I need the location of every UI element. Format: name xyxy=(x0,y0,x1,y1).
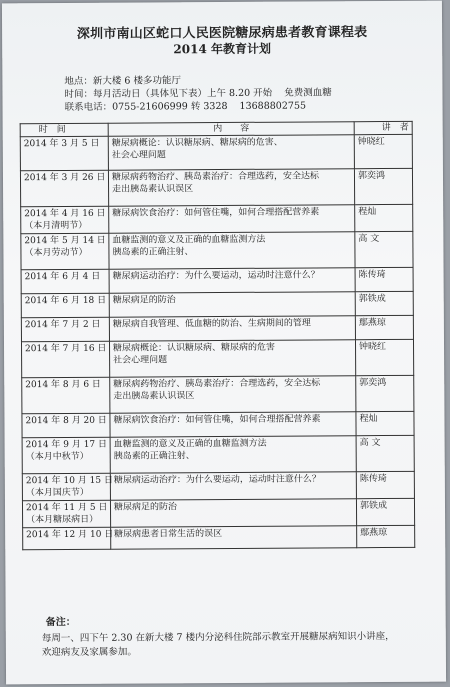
row-speaker: 程灿 xyxy=(355,204,413,231)
row-date xyxy=(22,473,113,501)
row-content xyxy=(109,340,355,378)
date-text: 2014 年 7 月 2 日 xyxy=(24,319,101,331)
schedule-body xyxy=(20,134,415,549)
contact-mobile: 13688802755 xyxy=(239,100,307,112)
content-line: 社会心理问题 xyxy=(111,150,166,161)
content-line: 糖尿病足的防治 xyxy=(112,295,176,306)
table-row xyxy=(20,168,412,206)
holiday-note: （本月清明节） xyxy=(24,220,88,232)
row-content xyxy=(109,292,355,318)
table-row xyxy=(22,411,414,437)
row-content xyxy=(111,526,357,550)
row-date xyxy=(21,341,109,378)
content-line: 糖尿病药物治疗、胰岛素治疗：合理选药，安全达标 xyxy=(113,378,321,390)
row-content xyxy=(108,169,354,207)
row-speaker: 郭奕鸿 xyxy=(356,375,414,411)
notes-heading: 备注： xyxy=(45,616,76,629)
row-date xyxy=(22,500,110,528)
document-subtitle: 2014 年教育计划 xyxy=(173,41,272,57)
date-text: 2014 年 9 月 17 日 xyxy=(25,439,108,451)
content-line: 糖尿病运动治疗：为什么要运动，运动时注意什么？ xyxy=(112,270,320,282)
document-sheet xyxy=(2,1,446,685)
content-line: 糖尿病概论：认识糖尿病、糖尿病的危害 xyxy=(113,342,276,354)
table-row xyxy=(22,498,414,527)
content-line: 糖尿病运动治疗：为什么要运动，运动时注意什么？ xyxy=(113,474,321,486)
row-content xyxy=(110,436,356,474)
content-line: 糖尿病饮食治疗：如何管住嘴，如何合理搭配营养素 xyxy=(113,414,321,426)
table-row xyxy=(21,231,413,269)
holiday-note: （本月糖尿病日） xyxy=(26,514,99,526)
table-row xyxy=(21,267,413,293)
row-speaker: 郭奕鸿 xyxy=(354,168,412,204)
contact-line xyxy=(65,97,307,112)
content-line: 走出胰岛素认识误区 xyxy=(112,184,194,195)
notes-body xyxy=(42,630,442,660)
table-row xyxy=(21,315,413,341)
content-line: 糖尿病药物治疗、胰岛素治疗：合理选药，安全达标 xyxy=(111,171,320,183)
row-date xyxy=(22,413,110,438)
row-speaker: 程灿 xyxy=(356,411,414,435)
row-date xyxy=(20,170,108,207)
table-row xyxy=(23,525,415,549)
table-row xyxy=(21,291,413,317)
free-test-text: 免费测血糖 xyxy=(284,87,332,99)
holiday-note: （本月劳动节） xyxy=(24,247,88,259)
row-date xyxy=(21,293,109,318)
row-speaker: 陈传琦 xyxy=(355,267,413,291)
row-content xyxy=(110,472,356,501)
row-date xyxy=(22,437,110,474)
content-line: 糖尿病饮食治疗：如何管住嘴，如何合理搭配营养素 xyxy=(112,207,320,219)
content-line: 糖尿病患者日常生活的误区 xyxy=(114,529,223,540)
row-speaker: 鄢燕琼 xyxy=(357,525,415,547)
date-text: 2014 年 10 月 15 日 xyxy=(25,475,113,487)
row-speaker: 高 文 xyxy=(356,435,414,471)
notes-line-1: 每周一、四下午 2.30 在新大楼 7 楼内分泌科住院部示教室开展糖尿病知识小讲座， xyxy=(41,630,395,645)
date-text: 2014 年 6 月 18 日 xyxy=(24,295,107,307)
location-text: 地点：新大楼 6 楼多功能厅 xyxy=(64,75,182,87)
content-line: 血糖监测的意义及正确的血糖监测方法 xyxy=(112,234,266,246)
document-title: 深圳市南山区蛇口人民医院糖尿病患者教育课程表 xyxy=(76,25,368,42)
notes-line-2: 欢迎病友及家属参加。 xyxy=(41,646,137,659)
row-date xyxy=(20,136,108,171)
row-speaker: 鄢燕琼 xyxy=(355,315,413,339)
content-line: 胰岛素的正确注射、 xyxy=(113,451,195,462)
table-row xyxy=(22,435,414,473)
header-speaker: 讲 者 xyxy=(354,121,412,134)
date-text: 2014 年 4 月 16 日 xyxy=(24,208,106,220)
header-date: 时 间 xyxy=(20,123,108,137)
row-speaker: 钟晓红 xyxy=(355,339,413,375)
content-line: 糖尿病足的防治 xyxy=(113,502,178,513)
date-text: 2014 年 5 月 14 日 xyxy=(24,235,106,247)
date-text: 2014 年 3 月 5 日 xyxy=(23,138,100,150)
table-row xyxy=(21,204,413,233)
date-text: 2014 年 12 月 10 日 xyxy=(26,529,114,541)
holiday-note: （本月中秋节） xyxy=(25,451,89,463)
row-speaker: 高 文 xyxy=(355,231,413,267)
row-content xyxy=(109,232,355,270)
row-content xyxy=(109,316,355,342)
schedule-table xyxy=(20,121,416,550)
content-line: 血糖监测的意义及正确的血糖监测方法 xyxy=(113,438,267,450)
contact-phone: 联系电话：0755-21606999 转 3328 xyxy=(64,100,228,113)
content-line: 社会心理问题 xyxy=(113,355,168,366)
content-line: 糖尿病概论：认识糖尿病、糖尿病的危害、 xyxy=(111,137,283,149)
holiday-note: （本月国庆节） xyxy=(25,487,89,499)
row-date xyxy=(21,317,109,342)
row-date xyxy=(21,206,109,234)
table-row xyxy=(22,471,414,500)
content-line: 糖尿病自我管理、低血糖的防治、生病期间的管理 xyxy=(112,318,311,330)
table-row xyxy=(21,339,413,377)
row-date xyxy=(23,527,114,550)
row-speaker: 陈传琦 xyxy=(356,471,414,498)
row-speaker: 钟晓红 xyxy=(354,134,412,168)
table-row xyxy=(20,134,412,170)
row-speaker: 郭铁成 xyxy=(355,291,413,315)
row-content xyxy=(108,135,354,171)
row-content xyxy=(109,205,355,234)
date-text: 2014 年 7 月 16 日 xyxy=(25,343,107,355)
row-content xyxy=(110,499,356,528)
row-content xyxy=(110,412,356,438)
header-content: 内 容 xyxy=(108,122,354,137)
content-line: 胰岛素的正确注射、 xyxy=(112,247,194,258)
table-row xyxy=(22,375,414,413)
date-text: 2014 年 3 月 26 日 xyxy=(23,172,106,184)
row-date xyxy=(21,233,109,270)
row-date xyxy=(21,269,109,294)
date-text: 2014 年 6 月 4 日 xyxy=(24,271,101,283)
date-text: 2014 年 8 月 6 日 xyxy=(25,379,101,391)
time-text: 时间：每月活动日（具体见下表）上午 8.20 开始 xyxy=(64,87,273,100)
date-text: 2014 年 8 月 20 日 xyxy=(25,415,107,427)
content-line: 走出胰岛素认识误区 xyxy=(113,391,195,402)
date-text: 2014 年 11 月 5 日 xyxy=(25,502,108,514)
row-content xyxy=(109,268,355,294)
row-speaker: 郭铁成 xyxy=(356,498,414,525)
row-content xyxy=(110,376,356,414)
row-date xyxy=(22,377,110,414)
